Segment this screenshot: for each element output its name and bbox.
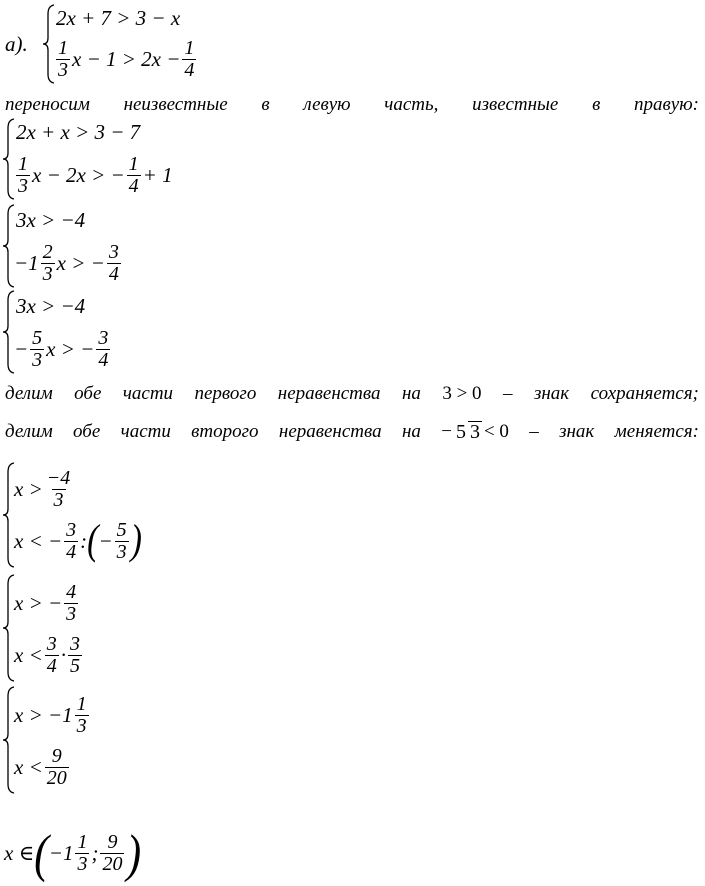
open-paren: ( — [87, 517, 99, 564]
system-improper-fraction — [2, 290, 142, 374]
divisor-expression: − 5 3 < 0 — [441, 421, 509, 443]
answer-interval: x ∈ ( −1 $\frac{1}{3}$ ; $\frac{9}{20}$ ) — [4, 823, 142, 883]
fraction: $\frac{1}{3}$ — [58, 37, 68, 81]
close-paren: ) — [130, 517, 142, 564]
fraction: $\frac{3}{4}$ — [108, 241, 119, 285]
inequality-line: 2x + x > 3 − 7 — [16, 120, 141, 144]
fraction: 5 3 — [455, 421, 480, 443]
fraction: $\frac{1}{3}$ — [18, 153, 28, 197]
system-multiplied — [2, 574, 122, 682]
inequality-line: − $\frac{5}{3}$ x > − $\frac{3}{4}$ — [14, 327, 109, 371]
fraction: $\frac{4}{3}$ — [66, 581, 77, 625]
inequality-line: 3x > −4 — [16, 208, 86, 232]
fraction: $\frac{3}{4}$ — [46, 633, 57, 677]
inequality-line: x < $\frac{9}{20}$ — [14, 745, 67, 789]
system-original — [42, 4, 242, 84]
inequality-line: x > − $\frac{4}{3}$ — [14, 581, 77, 625]
fraction: $\frac{1}{3}$ — [76, 693, 87, 737]
fraction: $\frac{9}{20}$ — [46, 745, 67, 789]
fraction: $\frac{1}{4}$ — [184, 37, 195, 81]
explanation-text: делим обе части второго неравенства на − 5 3 < 0 – знак меняется: — [5, 421, 699, 443]
fraction: $\frac{1}{4}$ — [128, 153, 139, 197]
fraction: $\frac{5}{3}$ — [116, 519, 127, 563]
inequality-line: −1 $\frac{2}{3}$ x > − $\frac{3}{4}$ — [14, 241, 119, 285]
system-simplified — [2, 204, 142, 288]
inequality-line: x < − $\frac{3}{4}$ : ( − $\frac{5}{3}$ ) — [14, 517, 142, 564]
fraction: $\frac{-4}{3}$ — [46, 467, 71, 511]
system-result — [2, 686, 122, 794]
inequality-line: 3x > −4 — [16, 294, 86, 318]
open-paren: ( — [34, 823, 49, 883]
inequality-line: x > −1 $\frac{1}{3}$ — [14, 693, 87, 737]
inequality-line: x < $\frac{3}{4}$ · $\frac{3}{5}$ — [14, 633, 80, 677]
fraction: $\frac{5}{3}$ — [32, 327, 43, 371]
inequality-line: 2x + 7 > 3 − x — [56, 6, 181, 30]
fraction: $\frac{3}{5}$ — [70, 633, 80, 677]
system-divided — [2, 462, 162, 568]
item-label: а). — [5, 32, 28, 56]
fraction: $\frac{2}{3}$ — [42, 241, 53, 285]
explanation-text: делим обе части первого неравенства на 3 > 0 – знак сохраняется; — [5, 383, 699, 404]
fraction: $\frac{3}{4}$ — [66, 519, 77, 563]
fraction: $\frac{3}{4}$ — [98, 327, 109, 371]
explanation-text: переносим неизвестные в левую часть, известные в правую: — [5, 94, 699, 115]
inequality-line: x > $\frac{-4}{3}$ — [14, 467, 71, 511]
inequality-line: $\frac{1}{3}$ x − 1 > 2x − $\frac{1}{4}$ — [58, 37, 195, 81]
fraction: $\frac{9}{20}$ — [102, 831, 123, 875]
inequality-line: $\frac{1}{3}$ x − 2x > − $\frac{1}{4}$ + 1 — [18, 153, 173, 197]
close-paren: ) — [126, 823, 142, 883]
fraction: $\frac{1}{3}$ — [77, 831, 88, 875]
system-rearranged — [2, 118, 182, 200]
